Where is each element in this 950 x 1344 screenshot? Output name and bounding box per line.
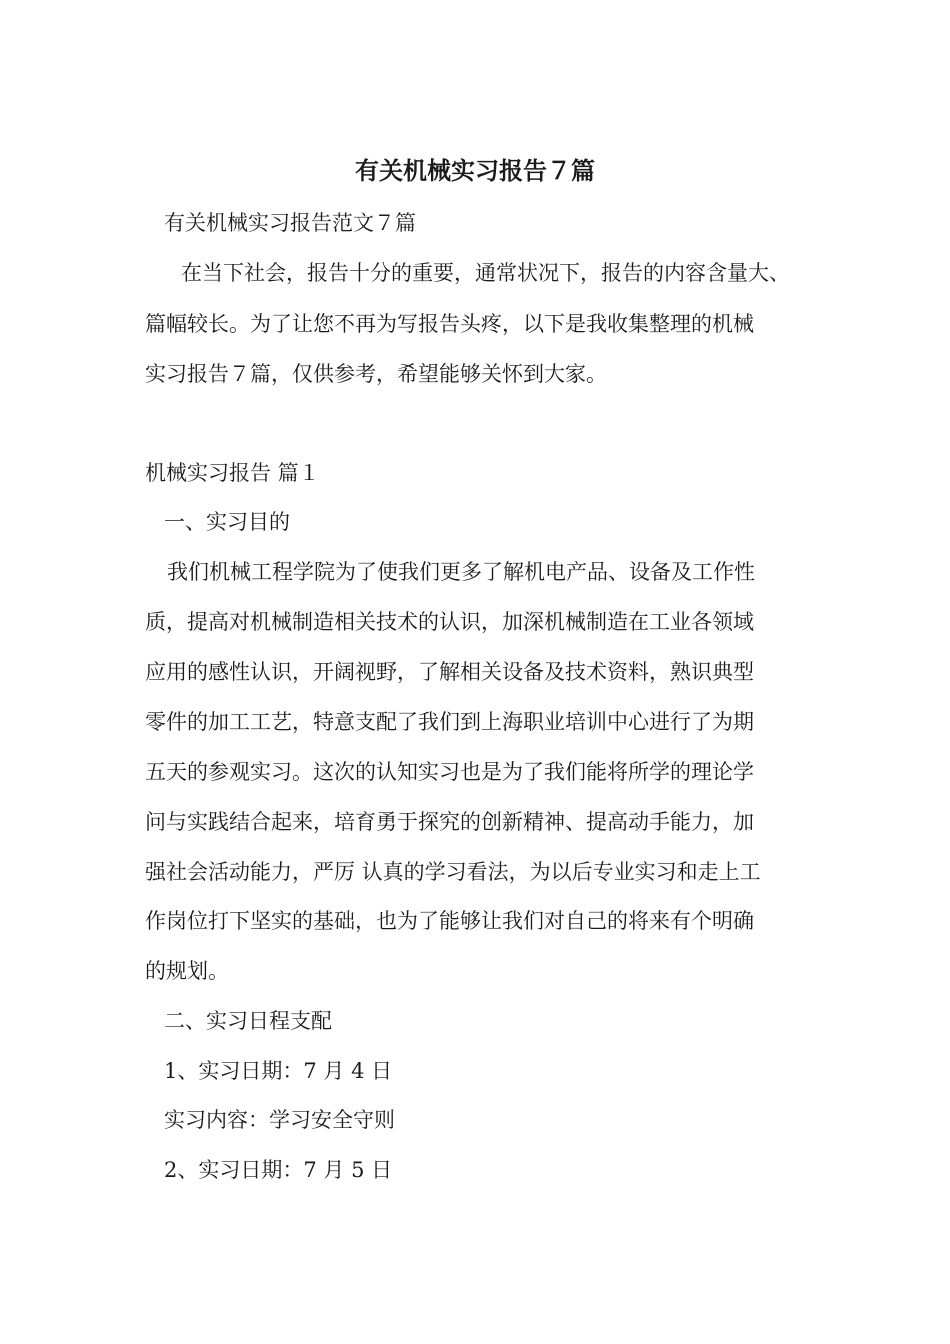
intro-line: 实习报告７篇，仅供参考，希望能够关怀到大家。	[145, 362, 607, 386]
paragraph-line: 的规划。	[145, 959, 229, 983]
intro-line: 篇幅较长。为了让您不再为写报告头疼，以下是我收集整理的机械	[145, 312, 754, 336]
document-title: 有关机械实习报告７篇	[355, 157, 595, 185]
paragraph-line: 问与实践结合起来，培育勇于探究的创新精神、提高动手能力，加	[145, 810, 754, 834]
paragraph-line: 五天的参观实习。这次的认知实习也是为了我们能将所学的理论学	[145, 760, 754, 784]
document-subtitle: 有关机械实习报告范文７篇	[164, 211, 416, 235]
paragraph-line: 质，提高对机械制造相关技术的认识，加深机械制造在工业各领域	[145, 610, 754, 634]
paragraph-line: 强社会活动能力，严厉 认真的学习看法，为以后专业实习和走上工	[145, 860, 761, 884]
section-heading: 一、实习目的	[164, 510, 290, 534]
paragraph-line: 零件的加工工艺，特意支配了我们到上海职业培训中心进行了为期	[145, 710, 754, 734]
schedule-content: 实习内容：学习安全守则	[164, 1108, 395, 1132]
intro-line: 在当下社会，报告十分的重要，通常状况下，报告的内容含量大、	[181, 261, 790, 285]
paragraph-line: 作岗位打下坚实的基础，也为了能够让我们对自己的将来有个明确	[145, 909, 754, 933]
paragraph-line: 我们机械工程学院为了使我们更多了解机电产品、设备及工作性	[167, 560, 755, 584]
schedule-item: 2、实习日期：7 月 5 日	[164, 1158, 393, 1182]
section-heading: 二、实习日程支配	[164, 1009, 332, 1033]
section-title: 机械实习报告 篇１	[145, 461, 320, 485]
schedule-item: 1、实习日期：7 月 4 日	[164, 1059, 393, 1083]
paragraph-line: 应用的感性认识，开阔视野，了解相关设备及技术资料，熟识典型	[145, 660, 754, 684]
